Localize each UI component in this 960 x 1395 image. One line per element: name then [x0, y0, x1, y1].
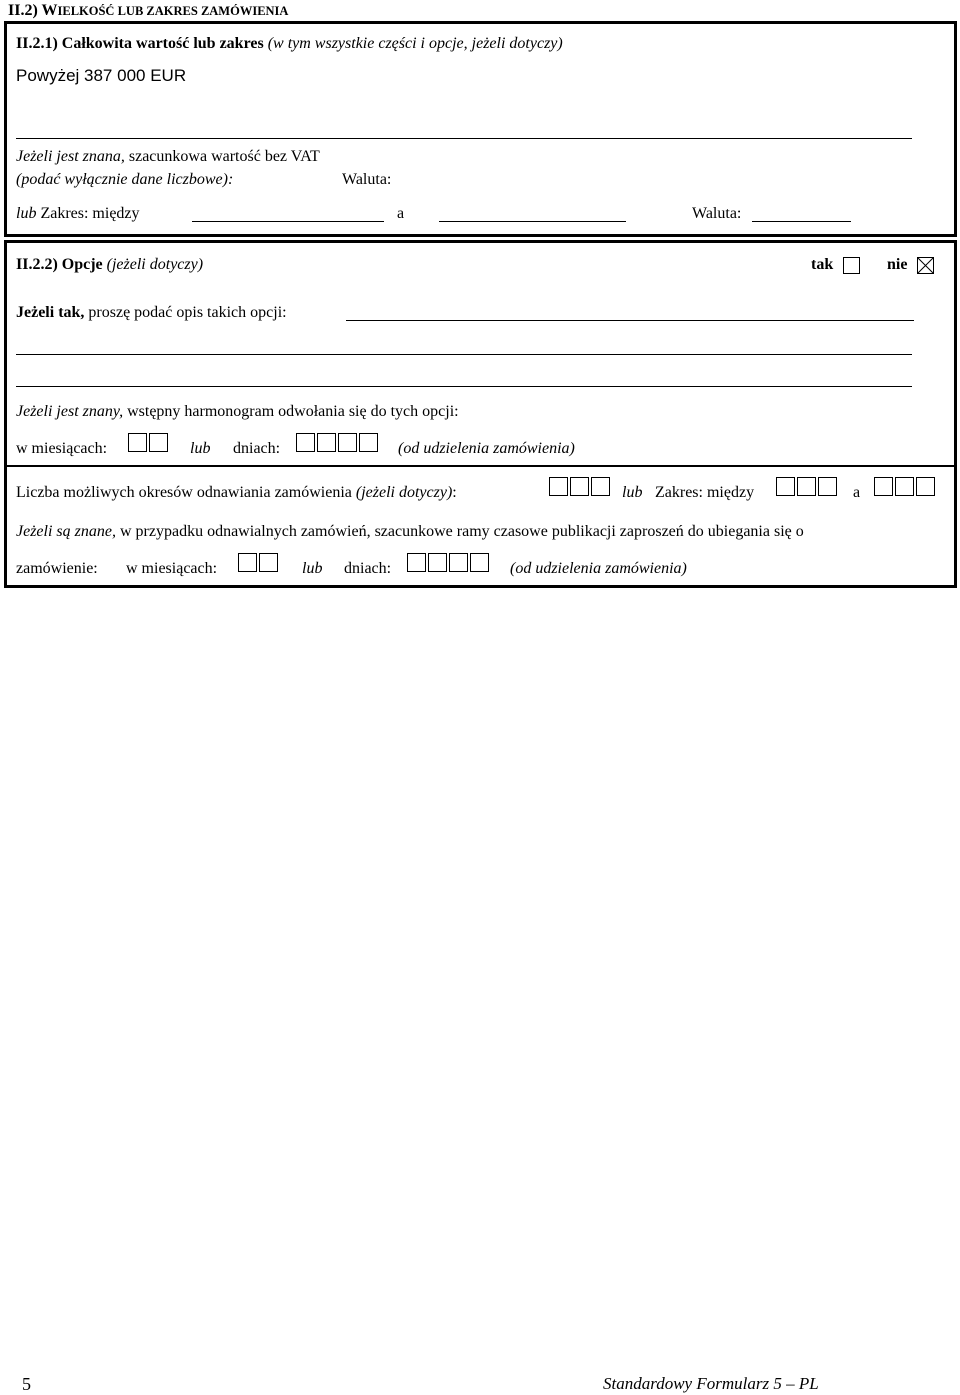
renewal-days-cells[interactable]: [407, 553, 491, 572]
s221-range-currency: Waluta:: [692, 205, 742, 222]
s221-range: [16, 205, 140, 223]
section-heading: [8, 2, 288, 20]
renewal-count-text: Liczba możliwych okresów odnawiania zamówienia: [16, 484, 352, 501]
renewal-count: [16, 484, 457, 502]
s221-currency-label: Waluta:: [342, 171, 392, 188]
renewal-days-label: dniach:: [344, 560, 392, 577]
renewal-months-label: w miesiącach:: [126, 560, 218, 577]
section-title-initial: W: [41, 2, 58, 19]
digit-cell[interactable]: [317, 433, 336, 452]
s221-range-from-field[interactable]: [192, 221, 384, 222]
digit-cell[interactable]: [874, 477, 893, 496]
s222-desc-line-1[interactable]: [346, 320, 914, 321]
s222-title: Opcje: [61, 256, 103, 273]
s222-desc-bold: Jeżeli tak,: [16, 304, 85, 321]
digit-cell[interactable]: [470, 553, 489, 572]
renewal-divider: [4, 465, 957, 467]
s222-days-cells[interactable]: [296, 433, 380, 452]
s221-range-zakres: Zakres: między: [40, 205, 140, 222]
s221-range-lub: lub: [16, 205, 37, 222]
digit-cell[interactable]: [359, 433, 378, 452]
s222-schedule-rest: wstępny harmonogram odwołania się do tych opcji:: [127, 403, 459, 420]
renewal-known: [16, 523, 804, 541]
digit-cell[interactable]: [128, 433, 147, 452]
digit-cell[interactable]: [818, 477, 837, 496]
page-number: 5: [22, 1374, 31, 1394]
s221-numeric-note: (podać wyłącznie dane liczbowe):: [16, 171, 234, 188]
digit-cell[interactable]: [570, 477, 589, 496]
renewal-from-cells[interactable]: [776, 477, 839, 496]
s222-from-award: (od udzielenia zamówienia): [398, 440, 575, 457]
digit-cell[interactable]: [797, 477, 816, 496]
section-title-rest: IELKOŚĆ LUB ZAKRES ZAMÓWIENIA: [57, 4, 289, 18]
s222-desc: [16, 304, 287, 322]
s221-value-line: [16, 138, 912, 139]
tak-checkbox[interactable]: [843, 257, 860, 274]
s221-estimate: [16, 148, 320, 166]
s221-range-to-field[interactable]: [439, 221, 626, 222]
s222-schedule: [16, 403, 459, 421]
nie-label: nie: [887, 256, 908, 273]
digit-cell[interactable]: [916, 477, 935, 496]
digit-cell[interactable]: [238, 553, 257, 572]
s221-value[interactable]: Powyżej 387 000 EUR: [16, 66, 187, 85]
renewal-from-award: (od udzielenia zamówienia): [510, 560, 687, 577]
s221-range-currency-field[interactable]: [752, 221, 851, 222]
digit-cell[interactable]: [338, 433, 357, 452]
s222-desc-line-3[interactable]: [16, 386, 912, 387]
s222-heading: [16, 256, 203, 274]
box-total-value: [4, 21, 957, 237]
s222-number: II.2.2): [16, 256, 58, 273]
section-number: II.2): [8, 2, 38, 19]
digit-cell[interactable]: [449, 553, 468, 572]
digit-cell[interactable]: [407, 553, 426, 572]
digit-cell[interactable]: [549, 477, 568, 496]
s222-days-label: dniach:: [233, 440, 281, 457]
s222-desc-rest: proszę podać opis takich opcji:: [88, 304, 287, 321]
s221-estimate-rest: szacunkowa wartość bez VAT: [128, 148, 320, 165]
s221-range-a: a: [397, 205, 405, 222]
s222-schedule-italic: Jeżeli jest znany,: [16, 403, 124, 420]
renewal-known-italic: Jeżeli są znane,: [16, 523, 116, 540]
renewal-a: a: [853, 484, 861, 501]
renewal-lub: lub: [622, 484, 643, 501]
s221-title: Całkowita wartość lub zakres: [61, 35, 264, 52]
s222-months-label: w miesiącach:: [16, 440, 108, 457]
s222-months-cells[interactable]: [128, 433, 170, 452]
renewal-zakres: Zakres: między: [655, 484, 755, 501]
tak-label: tak: [811, 256, 834, 273]
s221-title-note: (w tym wszystkie części i opcje, jeżeli dotyczy): [267, 35, 563, 52]
form-name: Standardowy Formularz 5 – PL: [603, 1374, 819, 1393]
renewal-count-note: (jeżeli dotyczy): [355, 484, 453, 501]
digit-cell[interactable]: [591, 477, 610, 496]
s222-lub: lub: [190, 440, 211, 457]
s222-desc-line-2[interactable]: [16, 354, 912, 355]
checked-x-icon: [918, 258, 933, 273]
renewal-line2-start: zamówienie:: [16, 560, 98, 577]
digit-cell[interactable]: [895, 477, 914, 496]
digit-cell[interactable]: [149, 433, 168, 452]
renewal-known-rest: w przypadku odnawialnych zamówień, szacunkowe ramy czasowe publikacji zaproszeń do ubiegania się o: [119, 523, 804, 540]
renewal-count-cells[interactable]: [549, 477, 612, 496]
renewal-to-cells[interactable]: [874, 477, 937, 496]
s221-estimate-italic: Jeżeli jest znana,: [16, 148, 125, 165]
digit-cell[interactable]: [296, 433, 315, 452]
s221-heading: [16, 35, 563, 53]
s222-title-note: (jeżeli dotyczy): [106, 256, 204, 273]
renewal-months-cells[interactable]: [238, 553, 280, 572]
nie-checkbox[interactable]: [917, 257, 934, 274]
digit-cell[interactable]: [259, 553, 278, 572]
digit-cell[interactable]: [428, 553, 447, 572]
renewal-count-colon: :: [452, 484, 457, 501]
digit-cell[interactable]: [776, 477, 795, 496]
renewal-lub2: lub: [302, 560, 323, 577]
s221-number: II.2.1): [16, 35, 58, 52]
